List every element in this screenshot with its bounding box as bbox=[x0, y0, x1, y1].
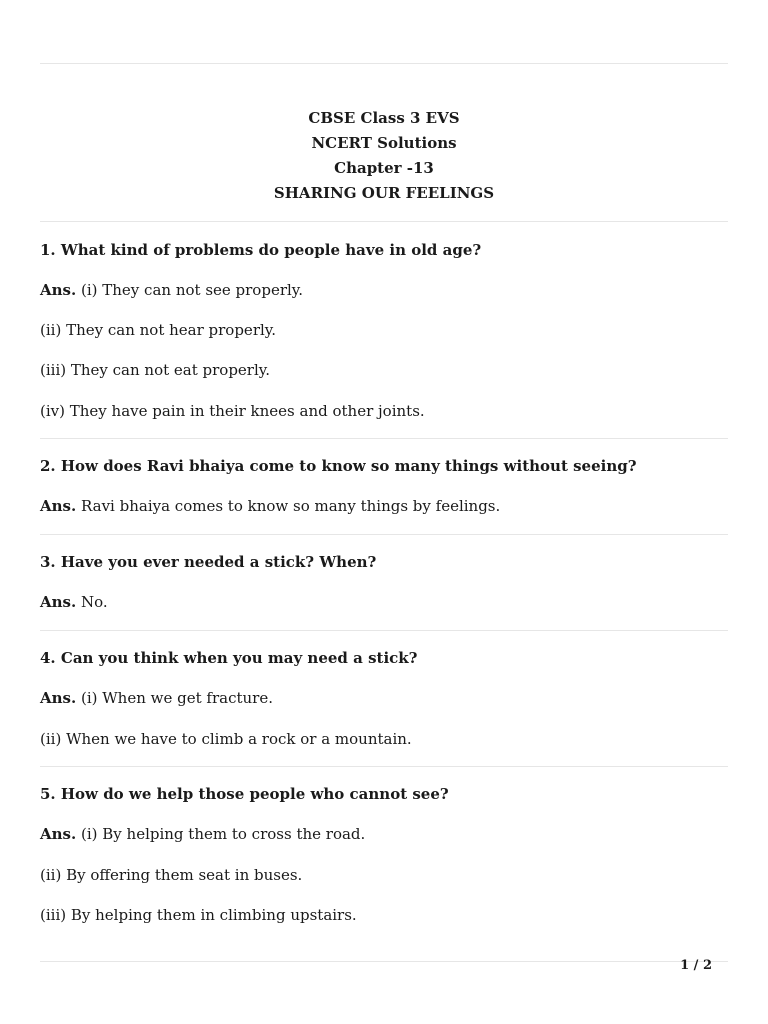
answer-5-line-3: (iii) By helping them in climbing upstairs. bbox=[40, 906, 357, 924]
answer-text: Ravi bhaiya comes to know so many things by feelings. bbox=[81, 497, 501, 515]
answer-label: Ans. bbox=[40, 593, 77, 611]
section-divider bbox=[40, 766, 728, 767]
answer-label: Ans. bbox=[40, 689, 77, 707]
question-5: 5. How do we help those people who cannot see? bbox=[40, 785, 449, 803]
answer-5-line-1 bbox=[40, 823, 728, 845]
answer-text: (i) When we get fracture. bbox=[81, 689, 273, 707]
section-divider bbox=[40, 630, 728, 631]
question-1: 1. What kind of problems do people have in old age? bbox=[40, 241, 482, 259]
answer-text: No. bbox=[81, 593, 108, 611]
answer-4-line-1 bbox=[40, 687, 728, 709]
answer-1-line-3: (iii) They can not eat properly. bbox=[40, 361, 271, 379]
answer-label: Ans. bbox=[40, 281, 77, 299]
question-4: 4. Can you think when you may need a stick? bbox=[40, 649, 418, 667]
answer-2-line-1 bbox=[40, 495, 728, 517]
title-line-chapter-name: SHARING OUR FEELINGS bbox=[273, 184, 495, 202]
section-divider bbox=[40, 534, 728, 535]
title-line-board: CBSE Class 3 EVS bbox=[308, 109, 460, 127]
document-title bbox=[40, 106, 728, 206]
answer-text: (i) By helping them to cross the road. bbox=[81, 825, 366, 843]
page-number: 1 / 2 bbox=[680, 958, 712, 973]
answer-3-line-1 bbox=[40, 591, 728, 613]
answer-label: Ans. bbox=[40, 825, 77, 843]
footer-divider bbox=[40, 961, 728, 962]
section-divider bbox=[40, 438, 728, 439]
answer-4-line-2: (ii) When we have to climb a rock or a mountain. bbox=[40, 730, 412, 748]
answer-text: (i) They can not see properly. bbox=[81, 281, 304, 299]
answer-1-line-2: (ii) They can not hear properly. bbox=[40, 321, 277, 339]
answer-1-line-1 bbox=[40, 279, 728, 301]
question-3: 3. Have you ever needed a stick? When? bbox=[40, 553, 377, 571]
top-divider bbox=[40, 63, 728, 64]
question-2: 2. How does Ravi bhaiya come to know so many things without seeing? bbox=[40, 457, 637, 475]
title-line-chapter: Chapter -13 bbox=[334, 159, 434, 177]
answer-1-line-4: (iv) They have pain in their knees and other joints. bbox=[40, 402, 425, 420]
answer-5-line-2: (ii) By offering them seat in buses. bbox=[40, 866, 303, 884]
title-line-solutions: NCERT Solutions bbox=[311, 134, 457, 152]
answer-label: Ans. bbox=[40, 497, 77, 515]
section-divider bbox=[40, 221, 728, 222]
